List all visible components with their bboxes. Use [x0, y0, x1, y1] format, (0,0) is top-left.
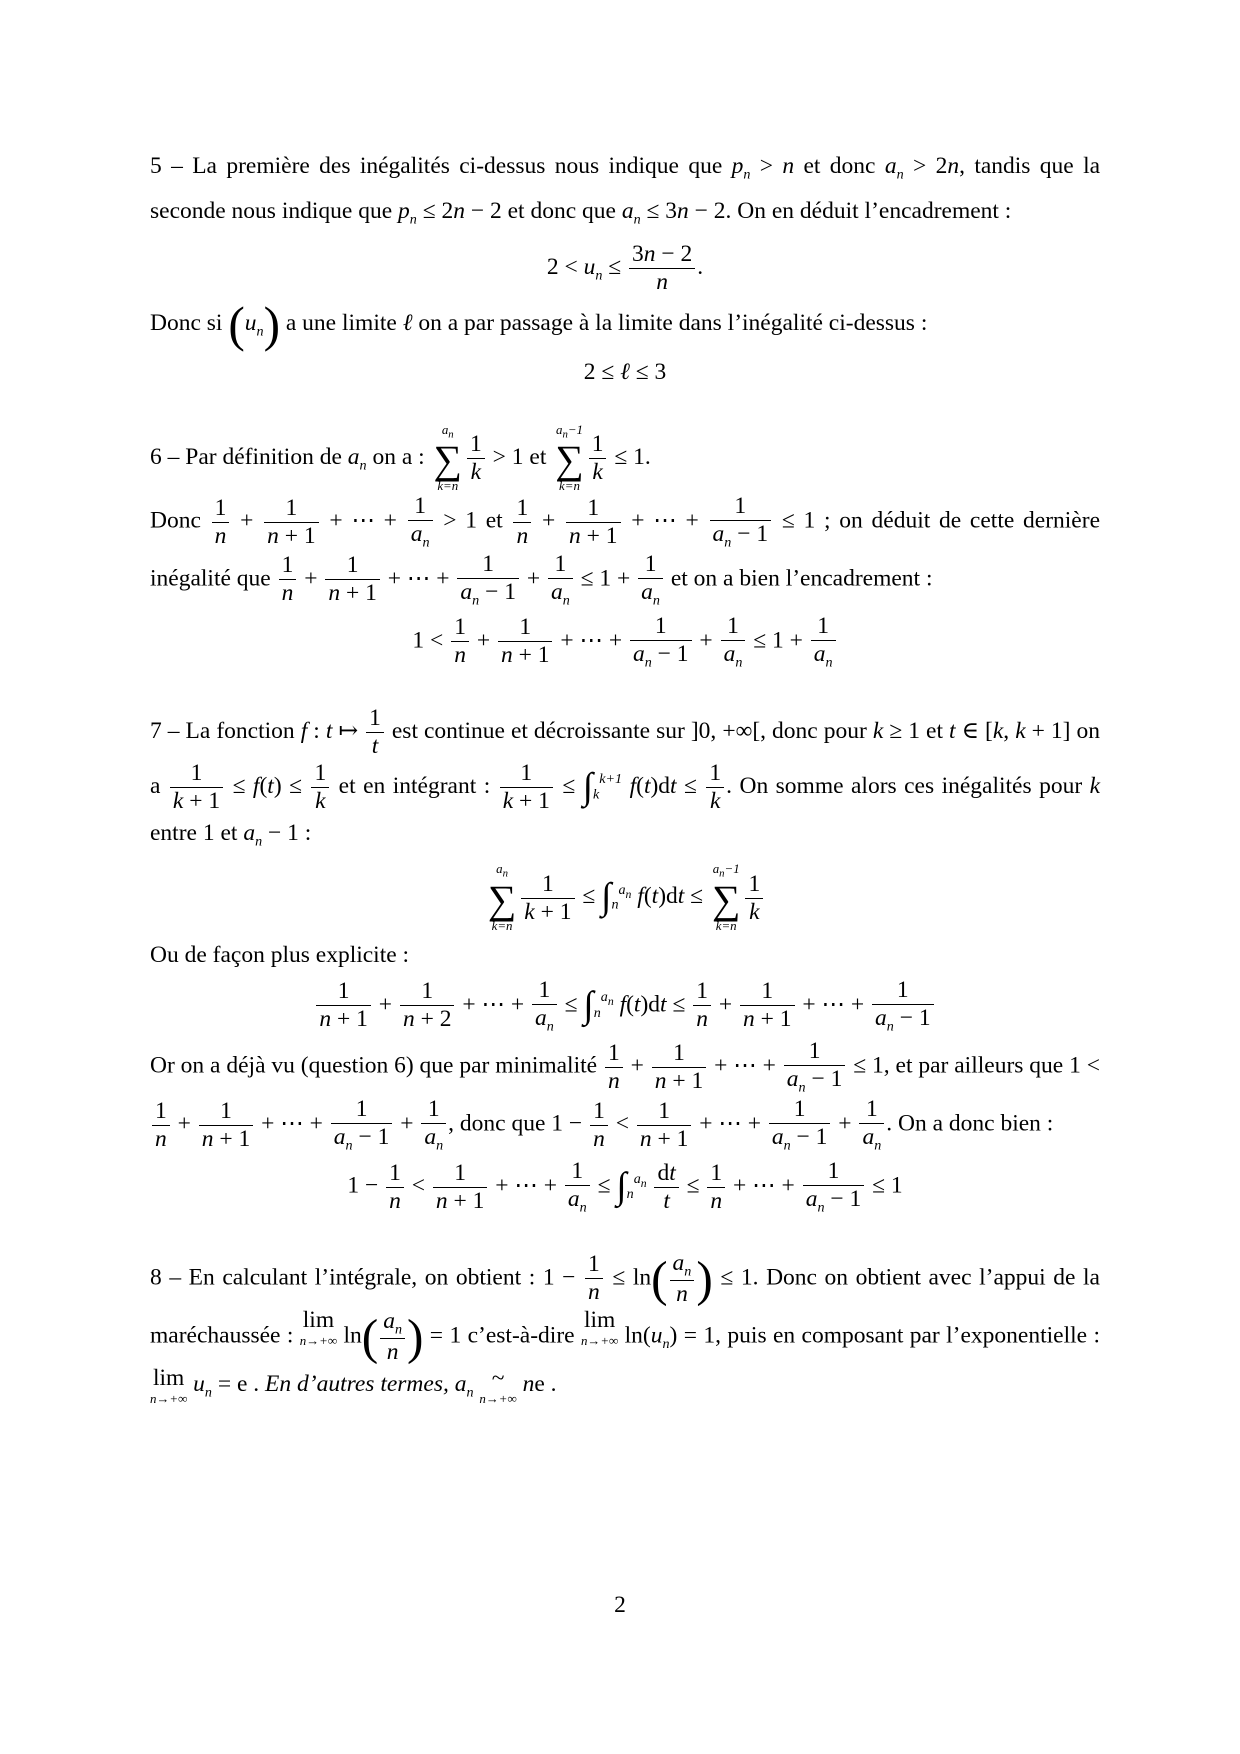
section-7-explicit-label: Ou de façon plus explicite :	[150, 941, 410, 968]
equation-encadrement: 1 < $\frac{1}{n}$ + $\frac{1}{n + 1}$ + ⋯ + $\frac{1}{a_n - 1}$ + $\frac{1}{a_n}$ ≤ 1 + $\frac{1}{a_n}$	[150, 613, 1100, 671]
section-7-minimality-paragraph: Or on a déjà vu (question 6) que par minimalité $\frac{1}{n}$ + $\frac{1}{n + 1}$ + ⋯ + $\frac{1}{a_n - 1}$ ≤ 1, et par ailleurs que 1 < $\frac{1}{n}$ + $\frac{1}{n + 1}$ + ⋯ + $\frac{1}{a_n - 1}$ + $\frac{1}{a_n}$ , donc que 1 − $\frac{1}{n}$ < $\frac{1}{n + 1}$ + ⋯ + $\frac{1}{a_n - 1}$ + $\frac{1}{a_n}$ . On a donc bien :	[150, 1038, 1100, 1154]
section-7-paragraph: 7 – La fonction f : t ↦ $\frac{1}{t}$ est continue et décroissante sur ]0, +∞[, donc pour k ≥ 1 et t ∈ [k, k + 1] on a $\frac{1}{k + 1}$ ≤ f(t) ≤ $\frac{1}{k}$ et en intégrant : $\frac{1}{k + 1}$ ≤ $\int_k^{k+1}$ f(t)dt ≤ $\frac{1}{k}$ . On somme alors ces inégalités pour k entre 1 et $a_n - 1$ :	[150, 704, 1101, 850]
section-5-paragraph: 5 – La première des inégalités ci-dessus nous indique que $p_n > n$ et donc $a_n > 2n$, tandis que la seconde nous indique que $p_n \le 2n - 2$ et donc que $a_n \le 3n - 2$. On en déduit l’encadrement :	[150, 153, 1101, 228]
page-number: 2	[614, 1592, 626, 1618]
equation-bound-un: $2 < u_n$ ≤ $\frac{3n - 2}{n}$ .	[546, 241, 704, 296]
equation-sum-integral: $a_n$ ∑ k=n $\frac{1}{k + 1}$ ≤ $\int_n^{a_n}$ f(t)dt ≤ $a_n-1$ ∑ k=n $\frac{1}{k}$	[150, 863, 1100, 932]
document-page	[150, 148, 1100, 1410]
section-8-paragraph: 8 – En calculant l’intégrale, on obtient : 1 − $\frac{1}{n}$ ≤ ln( $\frac{a_n}{n}$ ) ≤ 1. Donc on obtient avec l’appui de la maréchaussée : lim n→+∞ ln( $\frac{a_n}{n}$ ) = 1 c’est-à-dire lim n→+∞ $\ln(u_n) = 1$, puis en composant par l’exponentielle : lim n→+∞ $u_n = e$ . En d’autres termes, $a_n$ ~ n→+∞ ne .	[150, 1250, 1100, 1406]
equation-explicit: $\frac{1}{n + 1}$ + $\frac{1}{n + 2}$ + ⋯ + $\frac{1}{a_n}$ ≤ $\int_n^{a_n}$ f(t)dt ≤ $\frac{1}{n}$ + $\frac{1}{n + 1}$ + ⋯ + $\frac{1}{a_n - 1}$	[150, 977, 1100, 1035]
section-6-paragraph: 6 – Par définition de $a_n$ on a : $a_n$ ∑ k=n $\frac{1}{k}$ > 1 et $a_n-1$ ∑ k=n $\frac{1}{k}$ ≤ 1.	[150, 421, 651, 494]
section-6-paragraph-2: Donc $\frac{1}{n}$ + $\frac{1}{n + 1}$ + ⋯ + $\frac{1}{a_n}$ > 1 et $\frac{1}{n}$ + $\frac{1}{n + 1}$ + ⋯ + $\frac{1}{a_n - 1}$ ≤ 1 ; on déduit de cette dernière inégalité que $\frac{1}{n}$ + $\frac{1}{n + 1}$ + ⋯ + $\frac{1}{a_n - 1}$ + $\frac{1}{a_n}$ ≤ 1 + $\frac{1}{a_n}$ et on a bien l’encadrement :	[150, 493, 1100, 609]
equation-final-bound: 1 − $\frac{1}{n}$ < $\frac{1}{n + 1}$ + ⋯ + $\frac{1}{a_n}$ ≤ $\int_n^{a_n}$ $\frac{dt}{t}$ ≤ $\frac{1}{n}$ + ⋯ + $\frac{1}{a_n - 1}$ ≤ 1	[347, 1158, 903, 1216]
equation-limit-bound: 2 ≤ ℓ ≤ 3	[583, 358, 667, 385]
section-5-limit-paragraph: Donc si $(u_n)$ a une limite ℓ on a par passage à la limite dans l’inégalité ci-dessus :	[150, 297, 928, 353]
